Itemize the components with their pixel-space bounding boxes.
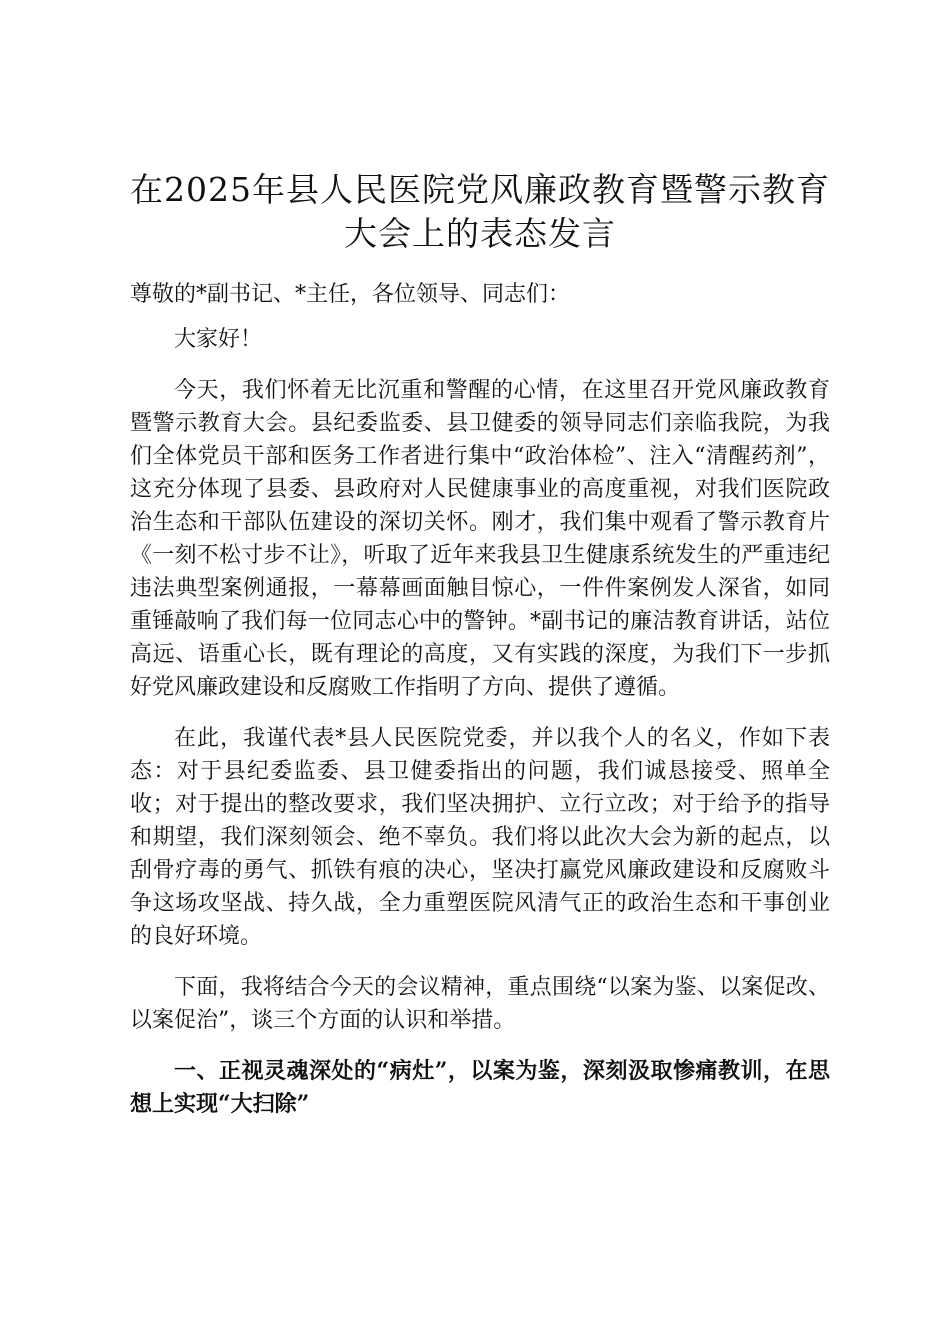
greeting: 大家好！ <box>174 327 263 352</box>
paragraph-opening: 今天，我们怀着无比沉重和警醒的心情，在这里召开党风廉政教育暨警示教育大会。县纪委监委、县卫健委的领导同志们亲临我院，为我们全体党员干部和医务工作者进行集中“政治体检”、注入“清醒药剂”，这充分体现了县委、县政府对人民健康事业的高度重视，对我们医院政治生态和干部队伍建设的深切关怀。刚才，我们集中观看了警示教育片《一刻不松寸步不让》，听取了近年来我县卫生健康系统发生的严重违纪违法典型案例通报，一幕幕画面触目惊心，一件件案例发人深省，如同重锤敲响了我们每一位同志心中的警钟。*副书记的廉洁教育讲话，站位高远、语重心长，既有理论的高度，又有实践的深度，为我们下一步抓好党风廉政建设和反腐败工作指明了方向、提供了遵循。 <box>130 378 830 700</box>
salutation: 尊敬的*副书记、*主任，各位领导、同志们： <box>130 282 571 307</box>
document-title: 在2025年县人民医院党风廉政教育暨警示教育大会上的表态发言 <box>130 170 830 253</box>
paragraph-pledge: 在此，我谨代表*县人民医院党委，并以我个人的名义，作如下表态：对于县纪委监委、县卫健委指出的问题，我们诚恳接受、照单全收；对于提出的整改要求，我们坚决拥护、立行立改；对于给予的指导和期望，我们深刻领会、绝不辜负。我们将以此次大会为新的起点，以刮骨疗毒的勇气、抓铁有痕的决心，坚决打赢党风廉政建设和反腐败斗争这场攻坚战、持久战，全力重塑医院风清气正的政治生态和干事创业的良好环境。 <box>130 726 830 949</box>
section-heading: 一、正视灵魂深处的“病灶”，以案为鉴，深刻汲取惨痛教训，在思想上实现“大扫除” <box>130 1058 830 1117</box>
paragraph-outline: 下面，我将结合今天的会议精神，重点围绕“以案为鉴、以案促改、以案促治”，谈三个方面的认识和举措。 <box>130 975 830 1033</box>
document-page <box>130 168 830 1121</box>
